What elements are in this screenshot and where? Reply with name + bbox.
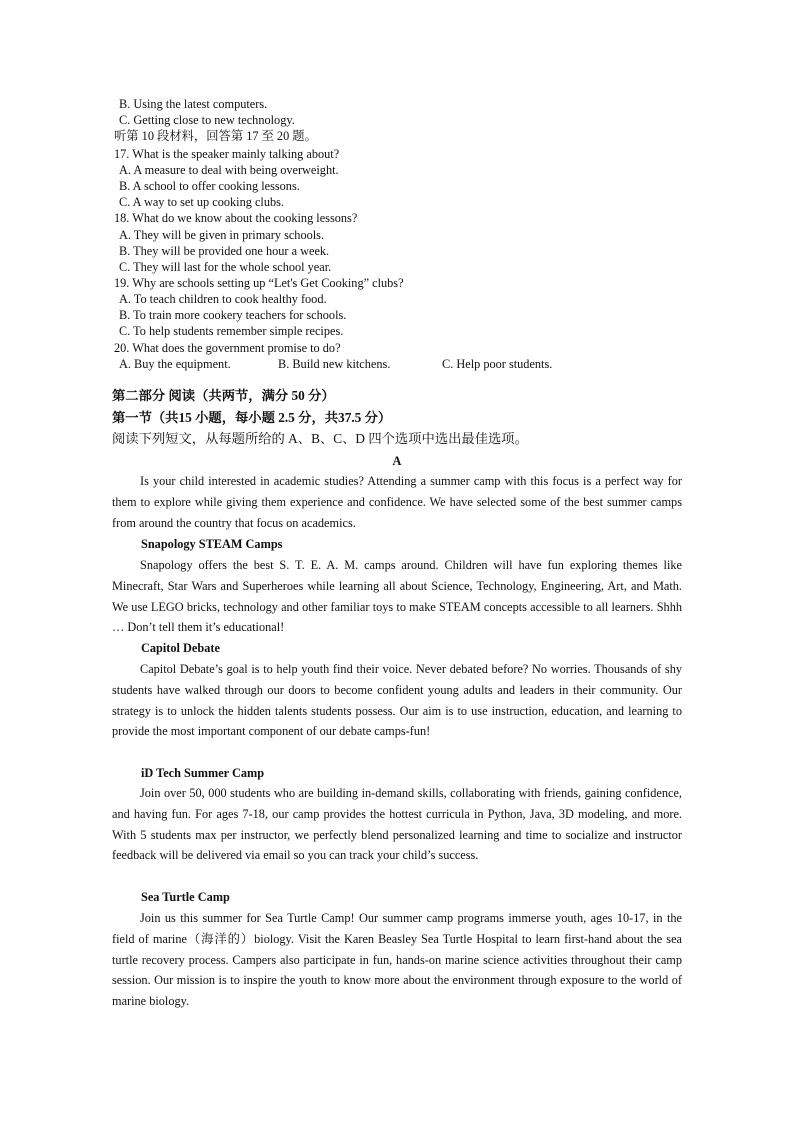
question-17: 17. What is the speaker mainly talking about? [114, 147, 340, 161]
option-line: C. To help students remember simple recipes. [119, 324, 344, 338]
camp-paragraph: Join over 50, 000 students who are building in-demand skills, collaborating with friends, gaining confidence, and having fun. For ages 7-18, our camp provides the hottest curricula in Python, Java, 3D modeling, and more. With 5 students max per instructor, we perfectly blend personalized learning and time to socialize and instructor feedback will be delivered via email so you can track your child’s success. [112, 786, 682, 863]
q20-option-c: C. Help poor students. [442, 357, 553, 371]
option-line: B. A school to offer cooking lessons. [119, 179, 300, 193]
intro-paragraph: Is your child interested in academic studies? Attending a summer camp with this focus is a perfect way for them to explore while giving them experience and confidence. We have selected some of the best summer camps from around the country that focus on academics. [112, 474, 682, 530]
reading-instruction: 阅读下列短文，从每题所给的 A、B、C、D 四个选项中选出最佳选项。 [112, 431, 528, 446]
camp-heading: iD Tech Summer Camp [141, 766, 265, 780]
camp-heading: Sea Turtle Camp [141, 890, 230, 904]
passage-label: A [392, 454, 402, 468]
camp-heading: Capitol Debate [141, 641, 220, 655]
option-line: C. Getting close to new technology. [119, 113, 295, 127]
section-title: 第一节（共15 小题，每小题 2.5 分，共37.5 分） [112, 410, 392, 425]
option-line: C. A way to set up cooking clubs. [119, 195, 284, 209]
option-line: A. They will be given in primary schools. [119, 228, 325, 242]
option-line: B. They will be provided one hour a week. [119, 244, 330, 258]
part-title: 第二部分 阅读（共两节，满分 50 分） [112, 388, 335, 403]
option-line: A. To teach children to cook healthy food. [119, 292, 327, 306]
question-20: 20. What does the government promise to do? [114, 341, 341, 355]
question-19: 19. Why are schools setting up “Let's Get Cooking” clubs? [114, 276, 404, 290]
option-line: B. Using the latest computers. [119, 97, 268, 111]
option-line: A. A measure to deal with being overweight. [119, 163, 339, 177]
option-line: B. To train more cookery teachers for schools. [119, 308, 347, 322]
question-18: 18. What do we know about the cooking lessons? [114, 211, 358, 225]
camp-paragraph: Join us this summer for Sea Turtle Camp! Our summer camp programs immerse youth, ages 10-17, in the field of marine（海洋的）biology. Visit the Karen Beasley Sea Turtle Hospital to learn first-hand about the sea turtle recovery process. Campers also participate in fun, hands-on marine science activities throughout their camp session. Our mission is to inspire the youth to know more about the environment through exposure to the world of marine biology. [112, 911, 682, 1009]
camp-paragraph: Capitol Debate’s goal is to help youth find their voice. Never debated before? No worries. Thousands of shy students have walked through our doors to become confident young adults and leaders in their community. Our strategy is to unlock the hidden talents students possess. Our aim is to use instruction, education, and learning to provide the most important component of our debate camps-fun! [112, 662, 682, 739]
q20-option-b: B. Build new kitchens. [278, 357, 391, 371]
q20-option-a: A. Buy the equipment. [119, 357, 231, 371]
option-line: C. They will last for the whole school year. [119, 260, 332, 274]
listening-instruction: 听第 10 段材料，回答第 17 至 20 题。 [114, 129, 317, 143]
camp-paragraph: Snapology offers the best S. T. E. A. M. camps around. Children will have fun exploring themes like Minecraft, Star Wars and Superheroes while learning all about Science, Technology, Engineering, Art, and Math. We use LEGO bricks, technology and other familiar toys to make STEAM concepts accessible to all learners. Shhh … Don’t tell them it’s educational! [112, 558, 682, 635]
camp-heading: Snapology STEAM Camps [141, 537, 283, 551]
